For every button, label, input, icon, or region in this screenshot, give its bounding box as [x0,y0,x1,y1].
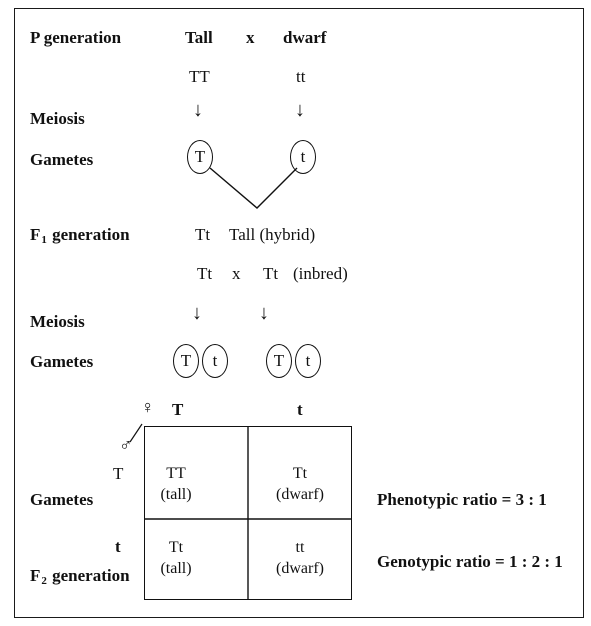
down-arrow-icon: ↓ [192,302,202,324]
cell-genotype: tt [295,539,305,556]
female-symbol-icon: ♀ [141,397,155,417]
p-gamete-T: T [187,140,213,174]
p-cross-symbol: x [246,28,255,47]
gametes-label: Gametes [30,150,94,169]
cell-phenotype: (tall) [160,559,192,577]
f2-generation-label: F2 generation [30,566,130,587]
f1-gamete-T: T [266,344,292,378]
f1-genotype: Tt [195,225,211,244]
punnett-cell-TT [124,464,228,506]
punnett-cell-Tt [248,464,352,506]
male-gamete-T: T [113,464,124,483]
male-gamete-t: t [115,537,121,556]
phenotypic-ratio: Phenotypic ratio = 3 : 1 [377,490,547,509]
p-generation-label: P generation [30,28,122,47]
cell-genotype: TT [166,465,186,482]
down-arrow-icon: ↓ [295,99,305,121]
female-gamete-T: T [172,400,184,419]
f1-cross-left: Tt [197,264,213,283]
gamete-cross-lines [210,168,297,208]
f1-cross-right: Tt [263,264,279,283]
female-gamete-t: t [297,400,303,419]
parent1-phenotype: Tall [185,28,213,47]
gametes-label: Gametes [30,490,94,509]
down-arrow-icon: ↓ [193,99,203,121]
p-gamete-t: t [290,140,316,174]
male-symbol-icon: ♂ [119,435,133,455]
gametes-label: Gametes [30,352,94,371]
genotypic-ratio: Genotypic ratio = 1 : 2 : 1 [377,552,563,571]
parent2-genotype: tt [296,67,306,86]
f1-gamete-T: T [173,344,199,378]
cell-phenotype: (dwarf) [276,559,324,577]
f1-gamete-t: t [202,344,228,378]
f1-phenotype: Tall (hybrid) [229,225,316,244]
f1-generation-label: F1 generation [30,225,130,246]
meiosis-label: Meiosis [30,312,85,331]
f1-cross-note: (inbred) [293,264,348,283]
parent2-phenotype: dwarf [283,28,327,47]
f1-cross-symbol: x [232,264,241,283]
meiosis-label: Meiosis [30,109,85,128]
f1-gamete-t: t [295,344,321,378]
parent1-genotype: TT [189,67,210,86]
punnett-cell-tt [248,538,352,580]
cell-phenotype: (dwarf) [276,485,324,503]
cell-genotype: Tt [292,465,308,482]
punnett-cell-Tt [124,538,228,580]
cell-phenotype: (tall) [160,485,192,503]
cell-genotype: Tt [168,539,184,556]
down-arrow-icon: ↓ [259,302,269,324]
